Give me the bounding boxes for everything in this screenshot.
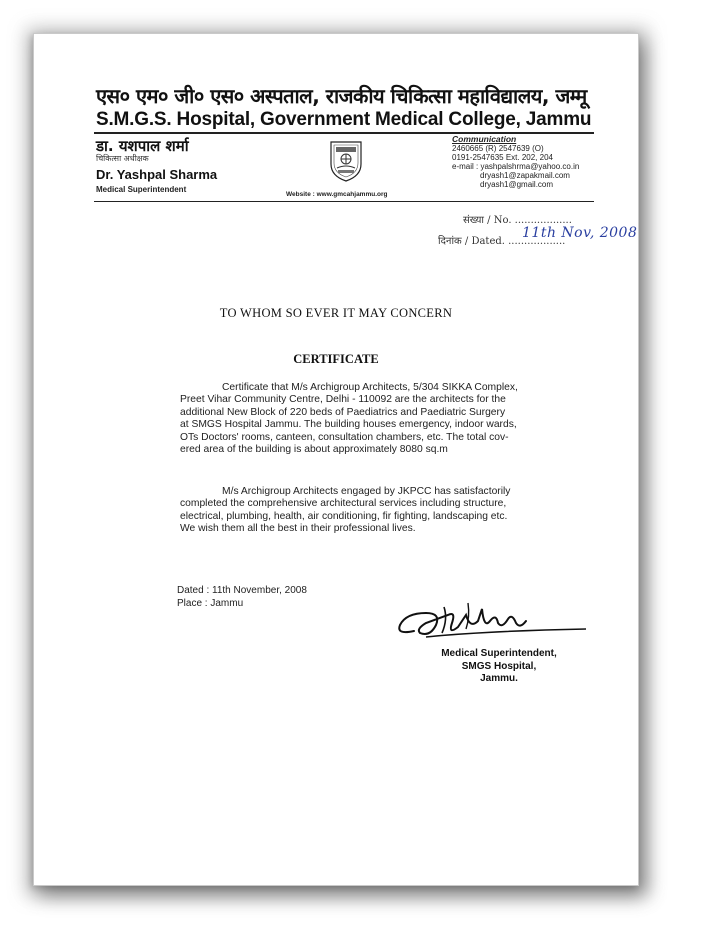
hindi-name: डा. यशपाल शर्मा bbox=[96, 137, 189, 155]
handwritten-date: 11th Nov, 2008 bbox=[522, 225, 638, 241]
phone-2: 0191-2547635 Ext. 202, 204 bbox=[452, 153, 553, 162]
certificate-page bbox=[33, 33, 639, 886]
paragraph-line: electrical, plumbing, health, air conditioning, fir fighting, landscaping etc. bbox=[180, 510, 508, 522]
paragraph-2 bbox=[180, 486, 566, 536]
signatory-hospital: SMGS Hospital, bbox=[461, 660, 537, 672]
hindi-title: एस० एम० जी० एस० अस्पताल, राजकीय चिकित्सा महाविद्यालय, जम्मू bbox=[96, 84, 587, 108]
paragraph-line: OTs Doctors' rooms, canteen, consultation chambers, etc. The total cov- bbox=[180, 431, 509, 443]
email-1: e-mail : yashpalshrma@yahoo.co.in bbox=[452, 162, 580, 171]
website: Website : www.gmcahjammu.org bbox=[286, 191, 388, 198]
english-designation: Medical Superintendent bbox=[96, 185, 187, 194]
paragraph-1 bbox=[180, 382, 566, 456]
paragraph-line: completed the comprehensive architectural services including structure, bbox=[180, 498, 507, 510]
communication-heading: Communication bbox=[452, 134, 517, 144]
phone-1: 2460665 (R) 2547639 (O) bbox=[452, 144, 544, 153]
header-divider bbox=[94, 132, 594, 134]
signature-icon bbox=[386, 599, 596, 654]
reference-date: दिनांक / Dated. .................. bbox=[438, 236, 566, 247]
college-emblem-icon bbox=[328, 138, 364, 182]
reference-number: संख्या / No. .................. bbox=[463, 215, 572, 226]
hindi-designation: चिकित्सा अधीक्षक bbox=[96, 154, 149, 163]
paragraph-line: Preet Vihar Community Centre, Delhi - 110092 are the architects for the bbox=[180, 394, 506, 406]
english-title: S.M.G.S. Hospital, Government Medical College, Jammu bbox=[96, 109, 592, 130]
dated-place-block bbox=[177, 585, 307, 610]
paragraph-line: ered area of the building is about approximately 8080 sq.m bbox=[180, 444, 448, 456]
paragraph-line: Certificate that M/s Archigroup Architects, 5/304 SIKKA Complex, bbox=[222, 382, 518, 393]
signatory-title: Medical Superintendent, bbox=[441, 648, 557, 659]
paragraph-line: additional New Block of 220 beds of Paediatrics and Paediatric Surgery bbox=[180, 406, 506, 418]
email-3: dryash1@gmail.com bbox=[480, 180, 554, 189]
paragraph-line: at SMGS Hospital Jammu. The building houses emergency, indoor wards, bbox=[180, 419, 517, 431]
paragraph-line: We wish them all the best in their professional lives. bbox=[180, 523, 416, 535]
paragraph-line: M/s Archigroup Architects engaged by JKPCC has satisfactorily bbox=[222, 486, 511, 497]
signature-block bbox=[434, 648, 564, 686]
certificate-heading: CERTIFICATE bbox=[293, 352, 379, 366]
signatory-city: Jammu. bbox=[480, 673, 518, 684]
place-line: Place : Jammu bbox=[177, 597, 244, 609]
communication-block bbox=[452, 135, 579, 189]
letterhead-bottom-rule bbox=[94, 201, 594, 202]
dated-line: Dated : 11th November, 2008 bbox=[177, 585, 307, 596]
english-name: Dr. Yashpal Sharma bbox=[96, 167, 218, 182]
email-2: dryash1@zapakmail.com bbox=[480, 171, 570, 180]
salutation: TO WHOM SO EVER IT MAY CONCERN bbox=[219, 306, 453, 320]
